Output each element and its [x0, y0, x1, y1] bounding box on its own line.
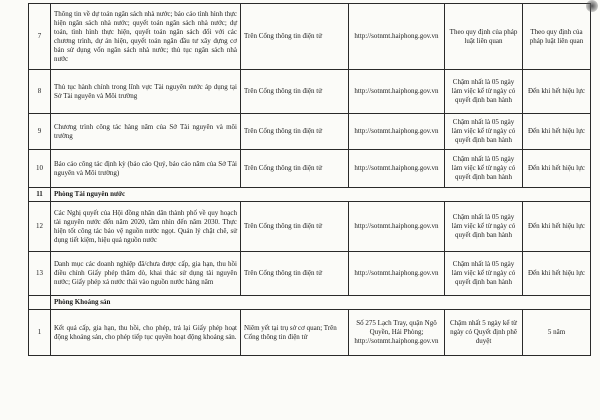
row-number: 1	[29, 310, 51, 356]
form-cell: Trên Cổng thông tin điện tử	[241, 70, 349, 114]
disclosure-table	[28, 3, 591, 356]
content-cell: Báo cáo công tác định kỳ (báo cáo Quý, báo cáo năm của Sở Tài nguyên và Môi trường)	[51, 150, 241, 188]
content-cell: Các Nghị quyết của Hội đồng nhân dân thành phố về quy hoạch tài nguyên nước đến năm 2020, tầm nhìn đến năm 2030. Thực hiện tốt công tác bảo vệ nguồn nước ngọt. Quản lý chặt chẽ, sử dụng tiết kiệm, hiệu quả nguồn nước	[51, 202, 241, 252]
location-cell: http://sotnmt.haiphong.gov.vn	[349, 4, 445, 70]
form-cell: Trên Cổng thông tin điện tử	[241, 150, 349, 188]
form-cell: Trên Cổng thông tin điện tử	[241, 114, 349, 150]
content-cell: Thông tin về dự toán ngân sách nhà nước; báo cáo tình hình thực hiện ngân sách nhà nước; quyết toán ngân sách nhà nước; dự toán, tình hình thực hiện, quyết toán ngân sách đối với các chương trình, dự án hiện, quyết toán ngân đầu tư xây dựng cơ bản sử dụng vốn ngân sách nhà nước; thủ tục ngân sách nhà nước	[51, 4, 241, 70]
duration-cell: Đến khi hết hiệu lực	[523, 150, 591, 188]
section-row	[29, 296, 591, 310]
time-cell: Chậm nhất 5 ngày kể từ ngày có Quyết định phê duyệt	[445, 310, 523, 356]
duration-cell: Đến khi hết hiệu lực	[523, 252, 591, 296]
duration-cell: Đến khi hết hiệu lực	[523, 202, 591, 252]
row-number: 10	[29, 150, 51, 188]
form-cell: Trên Cổng thông tin điện tử	[241, 252, 349, 296]
location-cell: http://sotnmt.haiphong.gov.vn	[349, 70, 445, 114]
time-cell: Theo quy định của pháp luật liên quan	[445, 4, 523, 70]
section-heading: Phòng Khoáng sản	[51, 296, 591, 310]
content-cell: Danh mục các doanh nghiệp đã/chưa được cấp, gia hạn, thu hồi điều chỉnh Giấy phép thăm dò, khai thác sử dụng tài nguyên nước; Giấy phép xả nước thải vào nguồn nước hàng năm	[51, 252, 241, 296]
row-number: 11	[29, 188, 51, 202]
table-row	[29, 202, 591, 252]
section-row	[29, 188, 591, 202]
row-number	[29, 296, 51, 310]
location-cell: http://sotnmt.haiphong.gov.vn	[349, 150, 445, 188]
time-cell: Chậm nhất là 05 ngày làm việc kể từ ngày có quyết định ban hành	[445, 70, 523, 114]
content-cell: Chương trình công tác hàng năm của Sở Tài nguyên và môi trường	[51, 114, 241, 150]
location-cell: http://sotnmt.haiphong.gov.vn	[349, 114, 445, 150]
duration-cell: Theo quy định của pháp luật liên quan	[523, 4, 591, 70]
scan-artifact	[586, 0, 598, 12]
row-number: 8	[29, 70, 51, 114]
row-number: 12	[29, 202, 51, 252]
form-cell: Niêm yết tại trụ sở cơ quan; Trên Cổng thông tin điện tử	[241, 310, 349, 356]
table-row	[29, 252, 591, 296]
table-row	[29, 150, 591, 188]
table-body	[29, 4, 591, 356]
row-number: 7	[29, 4, 51, 70]
section-heading: Phòng Tài nguyên nước	[51, 188, 591, 202]
content-cell: Kết quả cấp, gia hạn, thu hồi, cho phép, trả lại Giấy phép hoạt động khoáng sản, cho phép tiếp tục quyền hoạt động khoáng sản.	[51, 310, 241, 356]
table-row	[29, 4, 591, 70]
row-number: 9	[29, 114, 51, 150]
form-cell: Trên Cổng thông tin điện tử	[241, 202, 349, 252]
location-cell: http://sotnmt.haiphong.gov.vn	[349, 252, 445, 296]
location-cell: Số 275 Lạch Tray, quận Ngô Quyền, Hải Phòng; http://sotnmt.haiphong.gov.vn	[349, 310, 445, 356]
content-cell: Thủ tục hành chính trong lĩnh vực Tài nguyên nước áp dụng tại Sở Tài nguyên và Môi trường	[51, 70, 241, 114]
time-cell: Chậm nhất là 05 ngày làm việc kể từ ngày có quyết định ban hành	[445, 202, 523, 252]
duration-cell: Đến khi hết hiệu lực	[523, 70, 591, 114]
row-number: 13	[29, 252, 51, 296]
duration-cell: 5 năm	[523, 310, 591, 356]
time-cell: Chậm nhất là 05 ngày làm việc kể từ ngày có quyết định ban hành	[445, 252, 523, 296]
time-cell: Chậm nhất là 05 ngày làm việc kể từ ngày có quyết định ban hành	[445, 150, 523, 188]
duration-cell: Đến khi hết hiệu lực	[523, 114, 591, 150]
table-row	[29, 114, 591, 150]
table-row	[29, 70, 591, 114]
table-row	[29, 310, 591, 356]
time-cell: Chậm nhất là 05 ngày làm việc kể từ ngày có quyết định ban hành	[445, 114, 523, 150]
form-cell: Trên Cổng thông tin điện tử	[241, 4, 349, 70]
location-cell: http://sotnmt.haiphong.gov.vn	[349, 202, 445, 252]
